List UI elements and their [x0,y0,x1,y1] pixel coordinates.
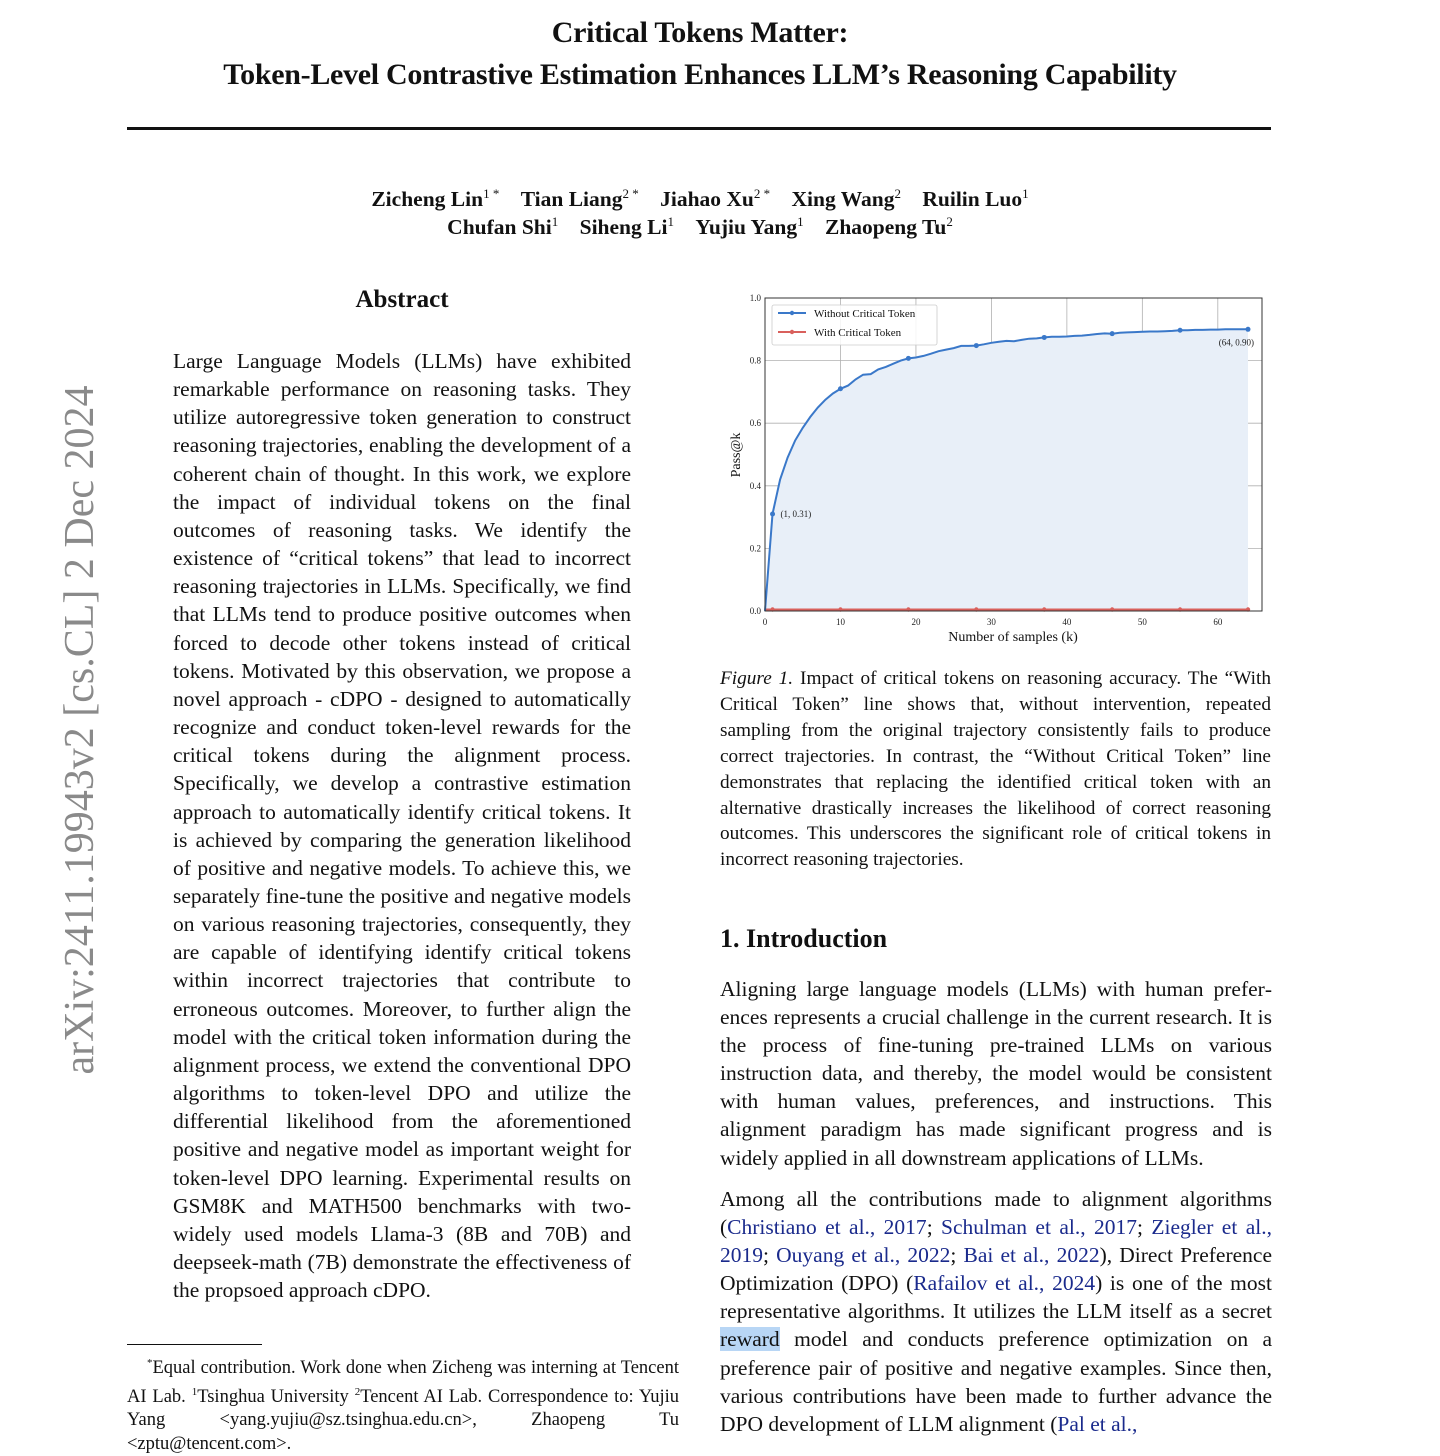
svg-text:(1, 0.31): (1, 0.31) [780,508,812,519]
author: Zhaopeng Tu$^2$ [824,214,953,240]
author: Siheng Li$^1$ [579,214,674,240]
figure-caption: Figure 1. Impact of critical tokens on reasoning accuracy. The “With Critical Token” line shows that, without intervention, repeated sampling from the original trajectory consistently fails to produce correct trajectories. In contrast, the “Without Critical Token” line demonstrates that replacing the identified critical token with an alternative drastically increases the likelihood of correct reasoning outcomes. This underscores the significant role of critical tokens in incorrect reasoning trajectories. [720,668,1272,871]
author: Ruilin Luo$^1$ [922,186,1029,212]
footnote-rule [127,1344,262,1345]
svg-text:60: 60 [1213,617,1223,627]
author: Zicheng Lin$^{1 *}$ [371,186,500,212]
x-axis-label: Number of samples (k) [948,630,1078,645]
svg-text:1.0: 1.0 [749,293,761,303]
intro-paragraph-2: Among all the contributions made to alignment algorithms (Christiano et al., 2017; Schulman et al., 2017; Ziegler et al., 2019; Ouyang et al., 2022; Bai et al., 2022), Direct Preference Optimization (DPO) (Rafailov et al., 2024) is one of the most representative algorithms. It utilizes the LLM itself as a secret reward model and conducts preference optimization on a preference pair of positive and negative examples. Since then, various contributions have been made to further advance the DPO development of LLM alignment (Pal et al., [720,1187,1273,1436]
section-heading-introduction: 1. Introduction [720,924,888,953]
svg-text:Without Critical Token: Without Critical Token [814,308,916,320]
intro-paragraph-1: Aligning large language models (LLMs) with human preferences represents a crucial challenge in the current research. It is the process of fine-tuning pre-trained LLMs on various instruction data, and thereby, the model would be consistent with human values, preferences, and instructions. This alignment paradigm has made significant progress and is widely applied in all downstream applications of LLMs. [720,977,1272,1170]
svg-text:40: 40 [1062,617,1072,627]
paper-title-line-2: Token-Level Contrastive Estimation Enhances LLM’s Reasoning Capability [223,58,1177,91]
author: Jiahao $Xu^{2 *}$ [660,186,771,212]
citation-link[interactable]: Rafailov et al., 2024 [913,1271,1096,1296]
paper-title-line-1: Critical Tokens Matter: [551,16,849,49]
citation-link[interactable]: Bai et al., 2022 [963,1243,1100,1268]
chart-fill-area [765,329,1248,611]
author-list-row-2 [0,208,1400,241]
svg-text:0.4: 0.4 [749,480,761,491]
author: Chufan Shi$^1$ [447,214,559,240]
svg-text:0.6: 0.6 [749,418,761,429]
chart-legend [772,305,937,345]
pass-at-k-chart [720,290,1280,650]
svg-text:0.8: 0.8 [749,355,761,366]
author: Xing Wang$^2$ [791,186,901,212]
citation-link[interactable]: Ziegler et al., 2019 [720,1215,1272,1268]
citation-link[interactable]: Schulman et al., 2017 [941,1215,1137,1240]
author: Yujiu Yang$^1$ [695,214,804,240]
y-axis-label: Pass@k [729,432,744,478]
svg-text:With Critical Token: With Critical Token [814,327,902,339]
svg-text:0: 0 [762,617,768,627]
highlighted-word[interactable]: reward [720,1327,780,1352]
abstract-text: Large Language Models (LLMs) have exhibited remarkable performance on reasoning tasks. They utilize autoregressive token generation to construct reasoning trajectories, enabling the development of a coherent chain of thought. In this work, we explore the impact of individual tokens on the final outcomes of reasoning tasks. We identify the existence of “critical tokens” that lead to incorrect reasoning trajectories in LLMs. Specifically, we find that LLMs tend to produce positive outcomes when forced to decode other tokens instead of critical tokens. Motivated by this observation, we propose a novel approach - cDPO - designed to automatically recognize and conduct token-level rewards for the critical tokens during the alignment process. Specifically, we develop a contrastive estimation approach to automatically identify critical tokens. It is achieved by comparing the generation likelihood of positive and negative models. To achieve this, we separately fine-tune the positive and negative models on various reasoning trajectories, consequently, they are capable of identifying identify critical tokens within incorrect trajectories that contribute to erroneous outcomes. Moreover, to further align the model with the critical token information during the alignment process, we extend the conventional DPO algorithms to token-level DPO and utilize the differential likelihood from the aforementioned positive and negative model as important weight for token-level DPO learning. Experimental results on GSM8K and MATH500 benchmarks with two-widely used models Llama-3 (8B and 70B) and deepseek-math (7B) demonstrate the effectiveness of the propsoed approach cDPO. [173,349,631,1303]
svg-text:(64, 0.90): (64, 0.90) [1218,337,1254,348]
citation-link[interactable]: Christiano et al., 2017 [727,1215,927,1240]
author: Tian Liang$^{2 *}$ [520,186,639,212]
citation-link[interactable]: Pal et al., [1057,1411,1138,1436]
svg-text:30: 30 [986,617,996,627]
footnote: *Equal contribution. Work done when Zicheng was interning at Tencent AI Lab. $^1$Tsinghua University $^2$Tencent AI Lab. Correspondence to: Yujiu Yang <yang.yujiu@sz.tsinghua.edu.cn>, Zhaopeng Tu <zptu@tencent.com>. [127,1357,679,1454]
svg-text:10: 10 [835,617,845,627]
title-rule [127,127,1271,130]
citation-link[interactable]: Ouyang et al., 2022 [776,1243,951,1268]
svg-text:0.0: 0.0 [749,606,761,616]
arxiv-stamp: arXiv:2411.19943v2 [cs.CL] 2 Dec 2024 [57,385,103,1075]
abstract-heading: Abstract [355,286,449,313]
svg-text:50: 50 [1137,617,1147,627]
svg-text:20: 20 [911,617,921,627]
svg-text:0.2: 0.2 [749,543,761,554]
